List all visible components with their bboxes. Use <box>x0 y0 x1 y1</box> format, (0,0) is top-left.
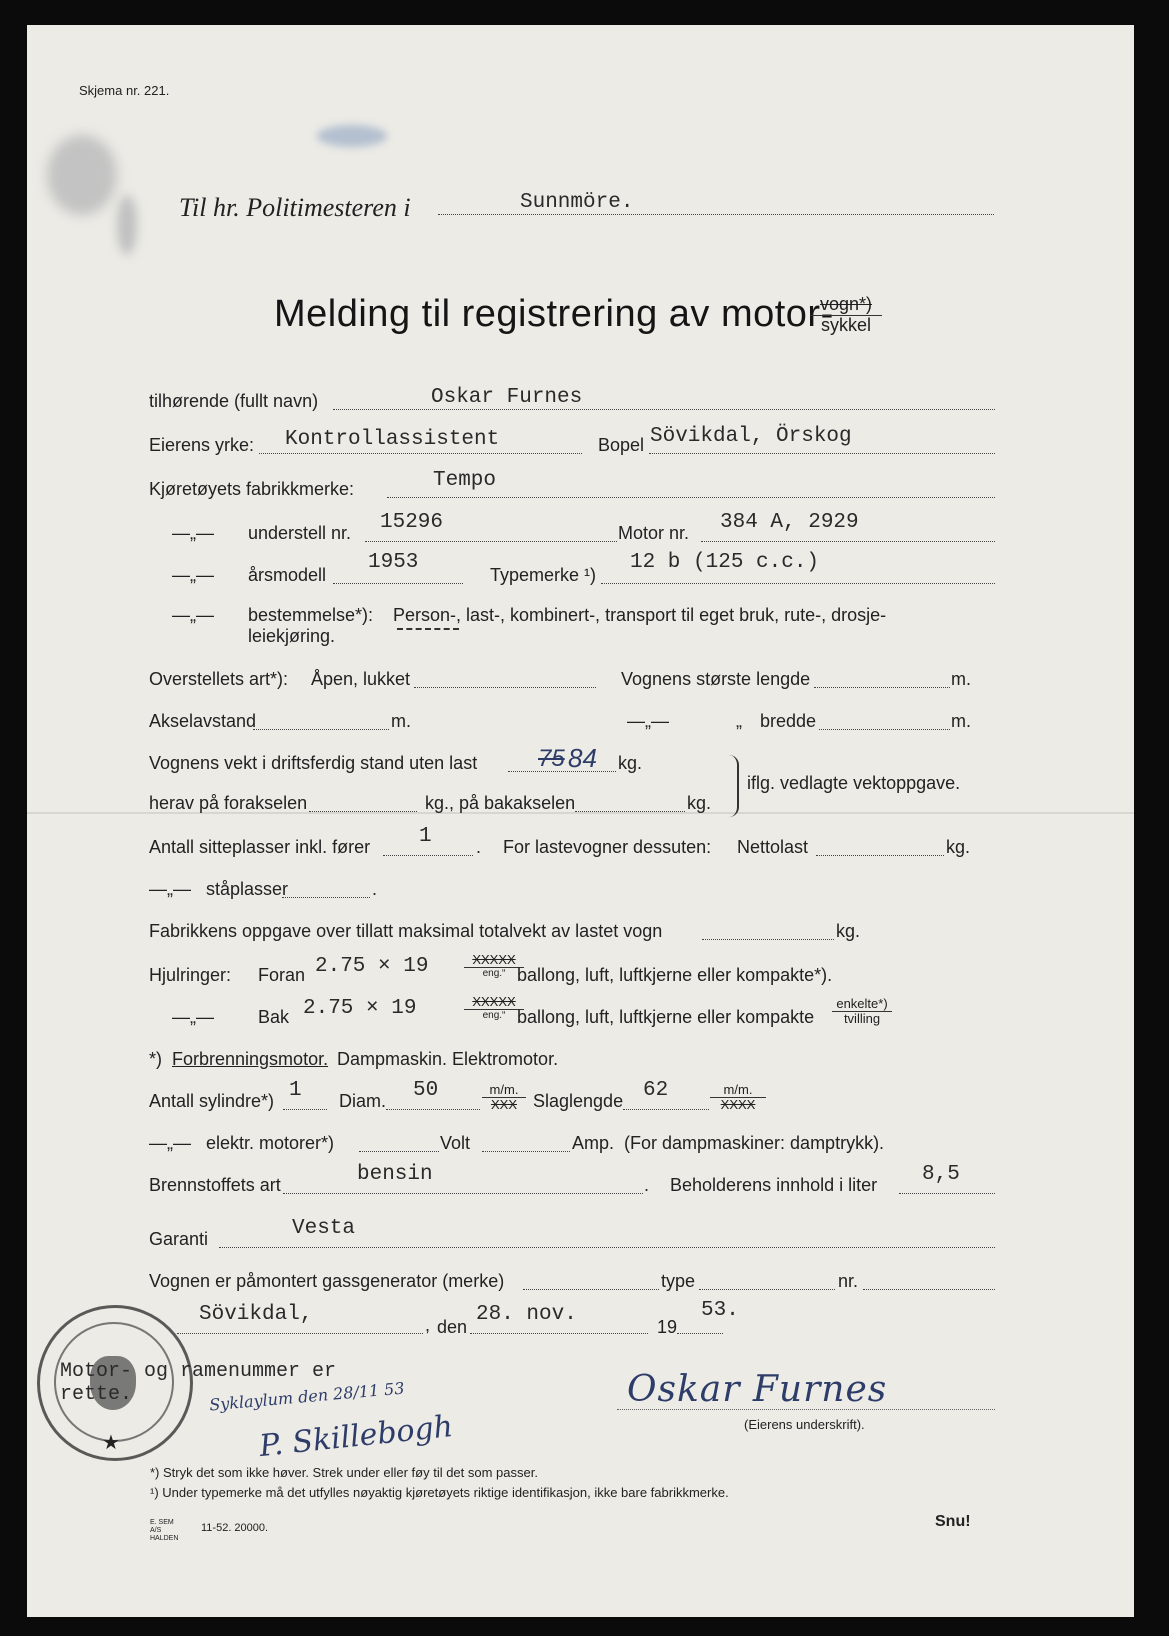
body-options: Åpen, lukket <box>311 669 411 689</box>
fuel-label: Brennstoffets art <box>149 1175 281 1195</box>
date-den: den <box>437 1317 468 1337</box>
motor-value: 384 A, 2929 <box>720 511 859 534</box>
diam-unit-top: m/m. <box>482 1083 526 1098</box>
chassis-line <box>365 541 617 542</box>
standing-label: ståplasser <box>206 879 289 899</box>
model-year-line <box>333 583 463 584</box>
stroke-line <box>623 1109 709 1110</box>
body-line <box>414 687 596 688</box>
chassis-label: understell nr. <box>248 523 352 543</box>
wheels-enkelte: enkelte*) <box>832 997 892 1012</box>
turn-over-note: Snu! <box>935 1513 971 1530</box>
guarantee-value: Vesta <box>292 1217 356 1240</box>
front-axle-unit: kg., på bakakselen <box>425 793 576 813</box>
wheels-rear-label: Bak <box>258 1007 290 1027</box>
form-number: Skjema nr. 221. <box>79 83 170 98</box>
wheels-front-unit-struck: XXXXX <box>464 953 524 968</box>
form-sheet <box>27 25 1134 1617</box>
tank-line <box>899 1193 995 1194</box>
weight-struck-value: 75 <box>538 745 565 772</box>
make-value: Tempo <box>433 469 497 492</box>
occupation-label: Eierens yrke: <box>149 435 255 455</box>
stroke-label: Slaglengde <box>533 1091 624 1111</box>
weight-value: 84 <box>568 743 597 773</box>
residence-value: Sövikdal, Örskog <box>650 425 852 448</box>
wheels-rear-unit <box>464 995 524 1021</box>
seats-line <box>383 855 473 856</box>
type-mark-line <box>601 583 995 584</box>
occupation-line <box>259 453 582 454</box>
residence-label: Bopel <box>598 435 645 455</box>
max-weight-label: Fabrikkens oppgave over tillatt maksimal totalvekt av lastet vogn <box>149 921 663 941</box>
cylinders-label: Antall sylindre*) <box>149 1091 275 1111</box>
ink-blot <box>317 125 387 147</box>
purpose-text-2: leiekjøring. <box>248 626 336 646</box>
ditto-mark: —„— <box>172 565 214 585</box>
cylinders-line <box>283 1109 327 1110</box>
front-axle-line <box>309 811 417 812</box>
motor-line <box>701 541 995 542</box>
max-weight-line <box>702 939 834 940</box>
owner-label: tilhørende (fullt navn) <box>149 391 319 411</box>
tank-label: Beholderens innhold i liter <box>670 1175 878 1195</box>
electric-label: elektr. motorer*) <box>206 1133 335 1153</box>
occupation-value: Kontrollassistent <box>285 428 500 451</box>
width-quote: „ <box>736 711 742 731</box>
wheels-rear-unit-eng: eng.“ <box>482 1010 506 1022</box>
engine-kind-selected: Forbrenningsmotor. <box>172 1049 329 1069</box>
gas-type-label: type <box>661 1271 696 1291</box>
model-year-value: 1953 <box>368 551 419 574</box>
length-line <box>814 687 950 688</box>
wheels-front-unit <box>464 953 524 979</box>
net-load-label: Nettolast <box>737 837 809 857</box>
date-line <box>470 1333 648 1334</box>
max-weight-unit: kg. <box>836 921 861 941</box>
guarantee-label: Garanti <box>149 1229 209 1249</box>
ditto-mark: —„— <box>149 1133 191 1153</box>
wheels-front-tail: ballong, luft, luftkjerne eller kompakte*). <box>517 965 833 985</box>
seats-value: 1 <box>419 825 432 848</box>
title-vehicle-type <box>810 295 882 336</box>
axle-line <box>253 729 389 730</box>
printer-name: E. SEM A/S HALDEN <box>150 1519 179 1542</box>
width-unit: m. <box>951 711 971 731</box>
gas-nr-label: nr. <box>838 1271 859 1291</box>
diam-label: Diam. <box>339 1091 387 1111</box>
steam-label: (For dampmaskiner: damptrykk). <box>624 1133 885 1153</box>
stroke-value: 62 <box>643 1079 669 1102</box>
gas-nr-line <box>863 1289 995 1290</box>
owner-line <box>333 409 995 410</box>
rear-axle-unit: kg. <box>687 793 712 813</box>
diam-line <box>386 1109 480 1110</box>
ditto-mark: —„— <box>172 1007 214 1027</box>
owner-signature: Oskar Furnes <box>627 1369 888 1410</box>
chassis-value: 15296 <box>380 511 444 534</box>
stamp-note-line2: rette. <box>60 1383 133 1406</box>
net-load-unit: kg. <box>946 837 971 857</box>
wheels-rear-mounting <box>832 997 892 1027</box>
footnote-1: *) Stryk det som ikke høver. Strek under eller føy til det som passer. <box>150 1465 538 1480</box>
model-year-label: årsmodell <box>248 565 327 585</box>
seats-dot: . <box>476 837 482 857</box>
seats-label: Antall sitteplasser inkl. fører <box>149 837 371 857</box>
official-signature: P. Skillebogh <box>257 1408 455 1465</box>
gas-generator-label: Vognen er påmontert gassgenerator (merke) <box>149 1271 505 1291</box>
wheels-rear-tail: ballong, luft, luftkjerne eller kompakte <box>517 1007 815 1027</box>
title-option-kept: sykkel <box>820 314 871 335</box>
wheels-front-value: 2.75 × 19 <box>315 955 429 978</box>
stamp-note-line1: Motor- og ramenummer er <box>60 1360 337 1383</box>
gas-type-line <box>699 1289 835 1290</box>
guarantee-line <box>219 1247 995 1248</box>
type-mark-label: Typemerke ¹) <box>490 565 597 585</box>
motor-label: Motor nr. <box>618 523 690 543</box>
weight-label: Vognens vekt i driftsferdig stand uten last <box>149 753 478 773</box>
place-line <box>177 1333 423 1334</box>
axle-unit: m. <box>391 711 411 731</box>
diam-value: 50 <box>413 1079 439 1102</box>
cylinders-value: 1 <box>289 1079 302 1102</box>
purpose-underline <box>397 628 459 630</box>
ink-blot <box>117 195 137 255</box>
purpose-label: bestemmelse*): <box>248 605 374 625</box>
page-title: Melding til registrering av motor- <box>274 293 834 335</box>
body-label: Overstellets art*): <box>149 669 289 689</box>
ditto-mark: —„— <box>172 605 214 625</box>
ink-blot <box>47 135 117 215</box>
diam-unit-struck: XXX <box>490 1097 517 1113</box>
official-note: Syklaylum den 28/11 53 <box>208 1378 406 1415</box>
volt-line <box>482 1151 570 1152</box>
footnote-2: ¹) Under typemerke må det utfylles nøyaktig kjøretøyets riktige identifikasjon, ikke bare fabrikkmerke. <box>150 1485 729 1500</box>
standing-line <box>282 897 370 898</box>
amp-label: Amp. <box>572 1133 615 1153</box>
weight-note: iflg. vedlagte vektoppgave. <box>747 773 961 793</box>
length-unit: m. <box>951 669 971 689</box>
wheels-rear-value: 2.75 × 19 <box>303 997 417 1020</box>
place-value: Sövikdal, <box>199 1303 313 1326</box>
ditto-mark: —„— <box>627 711 669 731</box>
residence-line <box>649 453 995 454</box>
width-line <box>819 729 950 730</box>
front-axle-label: herav på forakselen <box>149 793 308 813</box>
width-label: bredde <box>760 711 817 731</box>
stroke-unit-top: m/m. <box>710 1083 766 1098</box>
net-load-line <box>816 855 944 856</box>
type-mark-value: 12 b (125 c.c.) <box>630 551 820 574</box>
year-value: 53. <box>701 1299 739 1322</box>
lorry-label: For lastevogner dessuten: <box>503 837 712 857</box>
tank-value: 8,5 <box>922 1163 960 1186</box>
signature-label: (Eierens underskrift). <box>744 1417 865 1432</box>
printer-code: 11-52. 20000. <box>201 1522 269 1534</box>
date-value: 28. nov. <box>476 1303 577 1326</box>
fuel-dot: . <box>644 1175 650 1195</box>
wheels-front-label: Foran <box>258 965 306 985</box>
wheels-label: Hjulringer: <box>149 965 232 985</box>
ditto-mark: —„— <box>149 879 191 899</box>
weight-unit: kg. <box>618 753 643 773</box>
make-label: Kjøretøyets fabrikkmerke: <box>149 479 355 499</box>
standing-dot: . <box>372 879 378 899</box>
stroke-unit-struck: XXXX <box>720 1097 756 1113</box>
fuel-line <box>283 1193 643 1194</box>
diam-unit <box>482 1083 526 1113</box>
addressee-line <box>438 214 994 215</box>
volt-label: Volt <box>440 1133 471 1153</box>
owner-value: Oskar Furnes <box>431 386 583 409</box>
length-label: Vognens største lengde <box>621 669 811 689</box>
year-prefix: 19 <box>657 1317 678 1337</box>
engine-kind-star: *) <box>149 1049 162 1069</box>
electric-line <box>359 1151 439 1152</box>
addressee-value: Sunnmöre. <box>520 191 634 214</box>
engine-kind-others: Dampmaskin. Elektromotor. <box>337 1049 559 1069</box>
make-line <box>387 497 995 498</box>
axle-label: Akselavstand <box>149 711 257 731</box>
gas-generator-line <box>523 1289 659 1290</box>
wheels-rear-unit-struck: XXXXX <box>464 995 524 1010</box>
rear-axle-line <box>575 811 685 812</box>
ditto-mark: —„— <box>172 523 214 543</box>
year-line <box>677 1333 723 1334</box>
wheels-front-unit-eng: eng.“ <box>482 968 506 980</box>
title-option-struck: vogn*) <box>810 295 882 316</box>
fuel-value: bensin <box>357 1163 433 1186</box>
brace <box>729 755 739 817</box>
addressee-label: Til hr. Politimesteren i <box>179 193 411 222</box>
stroke-unit <box>710 1083 766 1113</box>
purpose-text: Person-, last-, kombinert-, transport til eget bruk, rute-, drosje- <box>393 605 887 625</box>
place-comma: , <box>425 1315 431 1335</box>
wheels-tvilling: tvilling <box>843 1011 881 1027</box>
stamp-star-icon: ★ <box>102 1432 120 1454</box>
